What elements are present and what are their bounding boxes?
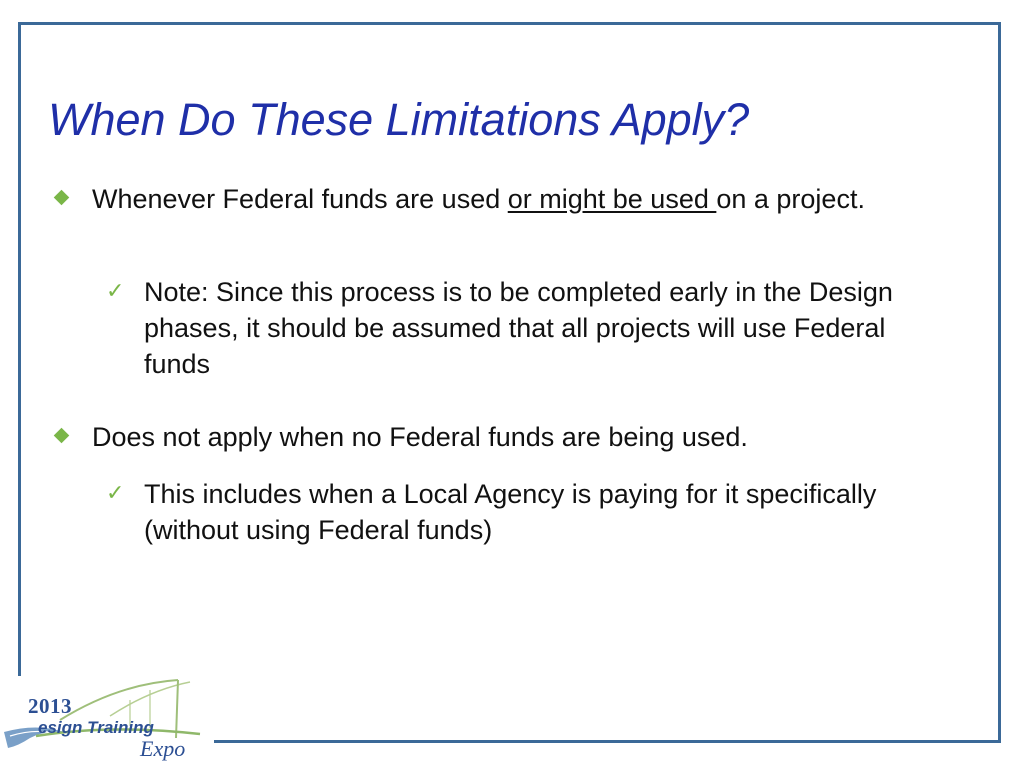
bullet-text-before: Whenever Federal funds are used (92, 184, 508, 214)
slide-title: When Do These Limitations Apply? (48, 94, 750, 145)
sub-bullet-text: Note: Since this process is to be completed early in the Design phases, it should be assumed that all projects will use Federal funds (144, 277, 893, 379)
logo-name: esign Training (38, 718, 154, 737)
diamond-bullet-icon (54, 428, 70, 444)
design-training-expo-logo (0, 676, 214, 768)
bullet-text (92, 180, 962, 218)
logo-expo: Expo (140, 736, 186, 761)
checkmark-icon: ✓ (106, 481, 125, 506)
checkmark-icon: ✓ (106, 279, 125, 304)
logo-year: 2013 (28, 694, 72, 718)
bullet-text-after: on a project. (716, 184, 865, 214)
bullet-text: Does not apply when no Federal funds are being used. (92, 422, 748, 452)
diamond-bullet-icon (54, 190, 70, 206)
underlined-text: or might be used (507, 184, 717, 214)
sub-bullet-text: This includes when a Local Agency is paying for it specifically (without using Federal funds) (144, 479, 877, 545)
